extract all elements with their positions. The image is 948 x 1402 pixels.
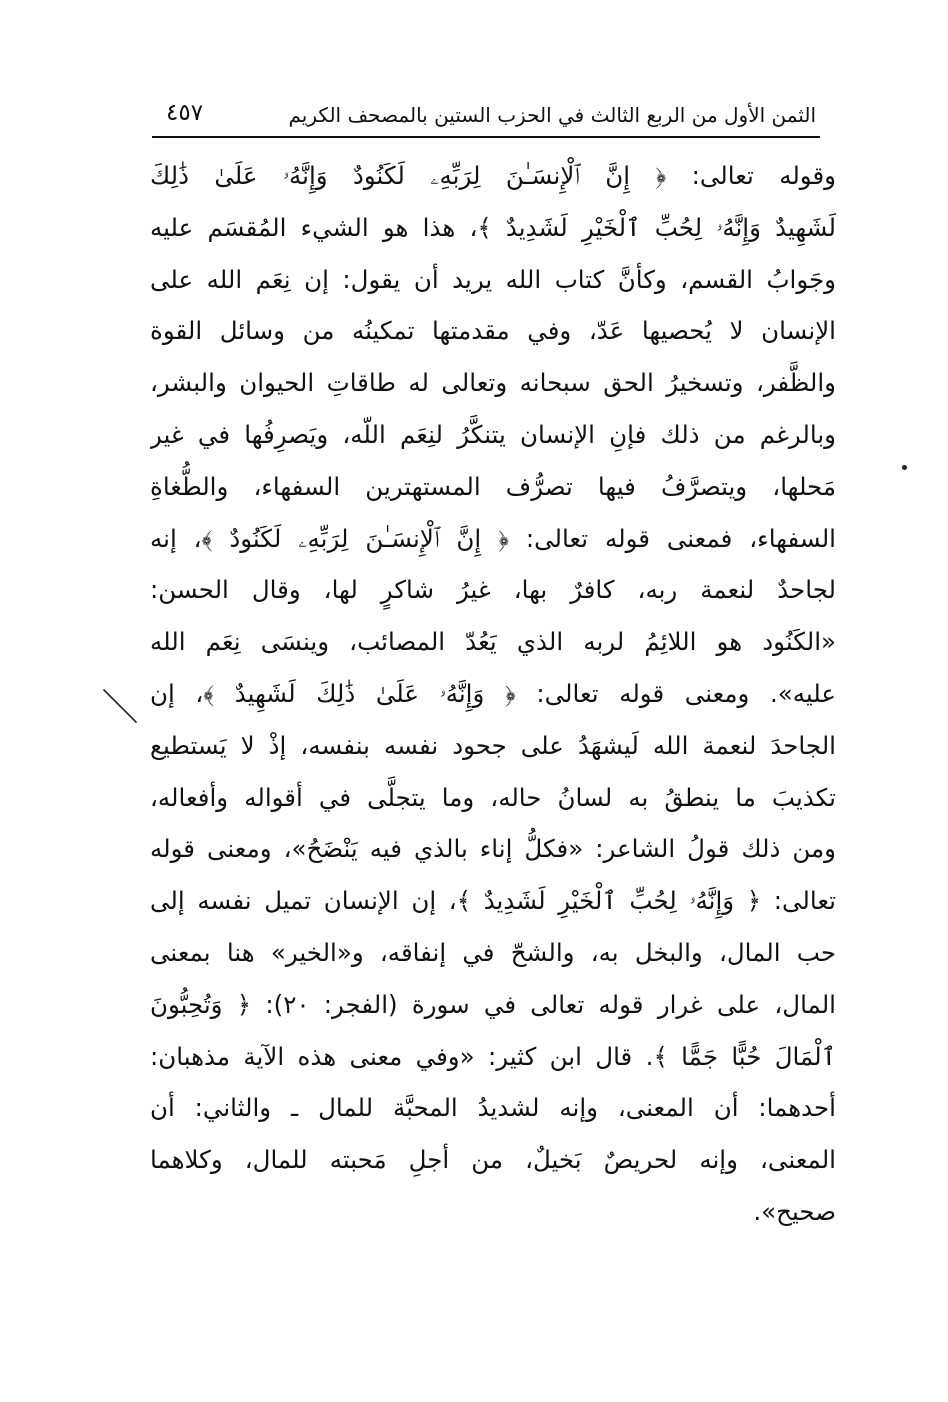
text-line-last: صحيح». bbox=[753, 1196, 836, 1226]
scan-stroke-mark bbox=[100, 688, 140, 726]
text-line: تكذيبَ ما ينطقُ به لسانُ حاله، وما يتجلَّى في أقواله وأفعاله، bbox=[150, 782, 836, 812]
text-line: مَحلها، ويتصرَّفُ فيها تصرُّف المستهترين السفهاء، والطُّغاةِ bbox=[150, 471, 836, 501]
text-line: المال، على غرار قوله تعالى في سورة (الفجر: ٢٠): ﴿ وَتُحِبُّونَ bbox=[150, 989, 836, 1019]
text-line: عليه». ومعنى قوله تعالى: ﴿ وَإِنَّهُۥ عَلَىٰ ذَٰلِكَ لَشَهِيدٌ ﴾، إن bbox=[150, 678, 836, 708]
running-header bbox=[152, 96, 820, 138]
text-line: المعنى، وإنه لحريصٌ بَخيلٌ، من أجلِ مَحبته للمال، وكلاهما bbox=[150, 1145, 836, 1175]
text-line: الجاحدَ لنعمة الله لَيشهَدُ على جحود نفسه بنفسه، إذْ لا يَستطيع bbox=[150, 730, 836, 760]
text-line: وبالرغم من ذلك فإنِ الإنسان يتنكَّرُ لنِعَم اللّه، ويَصرِفُها في غير bbox=[150, 419, 836, 449]
text-line: السفهاء، فمعنى قوله تعالى: ﴿ إِنَّ ٱلْإِنسَـٰنَ لِرَبِّهِۦ لَكَنُودٌ ﴾، إنه bbox=[150, 523, 836, 553]
text-line: والظَّفر، وتسخيرُ الحق سبحانه وتعالى له طاقاتِ الحيوان والبشر، bbox=[150, 368, 836, 398]
text-line: وجَوابُ القسم، وكأنَّ كتاب الله يريد أن يقول: إن نِعَم الله على bbox=[150, 264, 836, 294]
text-line: لجاحدٌ لنعمة ربه، كافرٌ بها، غيرُ شاكرٍ لها، وقال الحسن: bbox=[150, 575, 836, 605]
text-line: لَشَهِيدٌ وَإِنَّهُۥ لِحُبِّ ٱلْخَيْرِ لَشَدِيدٌ ﴾، هذا هو الشيء المُقسَم عليه bbox=[150, 212, 836, 242]
body-text bbox=[150, 150, 836, 1238]
header-title: الثمن الأول من الربع الثالث في الحزب الستين بالمصحف الكريم bbox=[288, 103, 816, 127]
text-line: الإنسان لا يُحصيها عَدّ، وفي مقدمتها تمكينُه من وسائل القوة bbox=[150, 316, 836, 346]
text-line: «الكَنُود هو اللائِمُ لربه الذي يَعُدّ المصائب، وينسَى نِعَم الله bbox=[150, 627, 836, 657]
scan-speck bbox=[902, 465, 907, 470]
text-line: ٱلْمَالَ حُبًّا جَمًّا ﴾. قال ابن كثير: «وفي معنى هذه الآية مذهبان: bbox=[150, 1041, 836, 1071]
page-number: ٤٥٧ bbox=[166, 100, 204, 126]
text-line: ومن ذلك قولُ الشاعر: «فكلُّ إناء بالذي فيه يَنْضَحُ»، ومعنى قوله bbox=[150, 834, 836, 864]
text-line: تعالى: ﴿ وَإِنَّهُۥ لِحُبِّ ٱلْخَيْرِ لَشَدِيدٌ ﴾، إن الإنسان تميل نفسه إلى bbox=[150, 886, 836, 916]
text-line: حب المال، والبخل به، والشحّ في إنفاقه، و«الخير» هنا بمعنى bbox=[150, 937, 836, 967]
text-line: وقوله تعالى: ﴿ إِنَّ ٱلْإِنسَـٰنَ لِرَبِّهِۦ لَكَنُودٌ وَإِنَّهُۥ عَلَىٰ ذَٰلِكَ bbox=[150, 161, 836, 190]
text-line: أحدهما: أن المعنى، وإنه لشديدُ المحبَّة للمال ـ والثاني: أن bbox=[150, 1093, 836, 1123]
